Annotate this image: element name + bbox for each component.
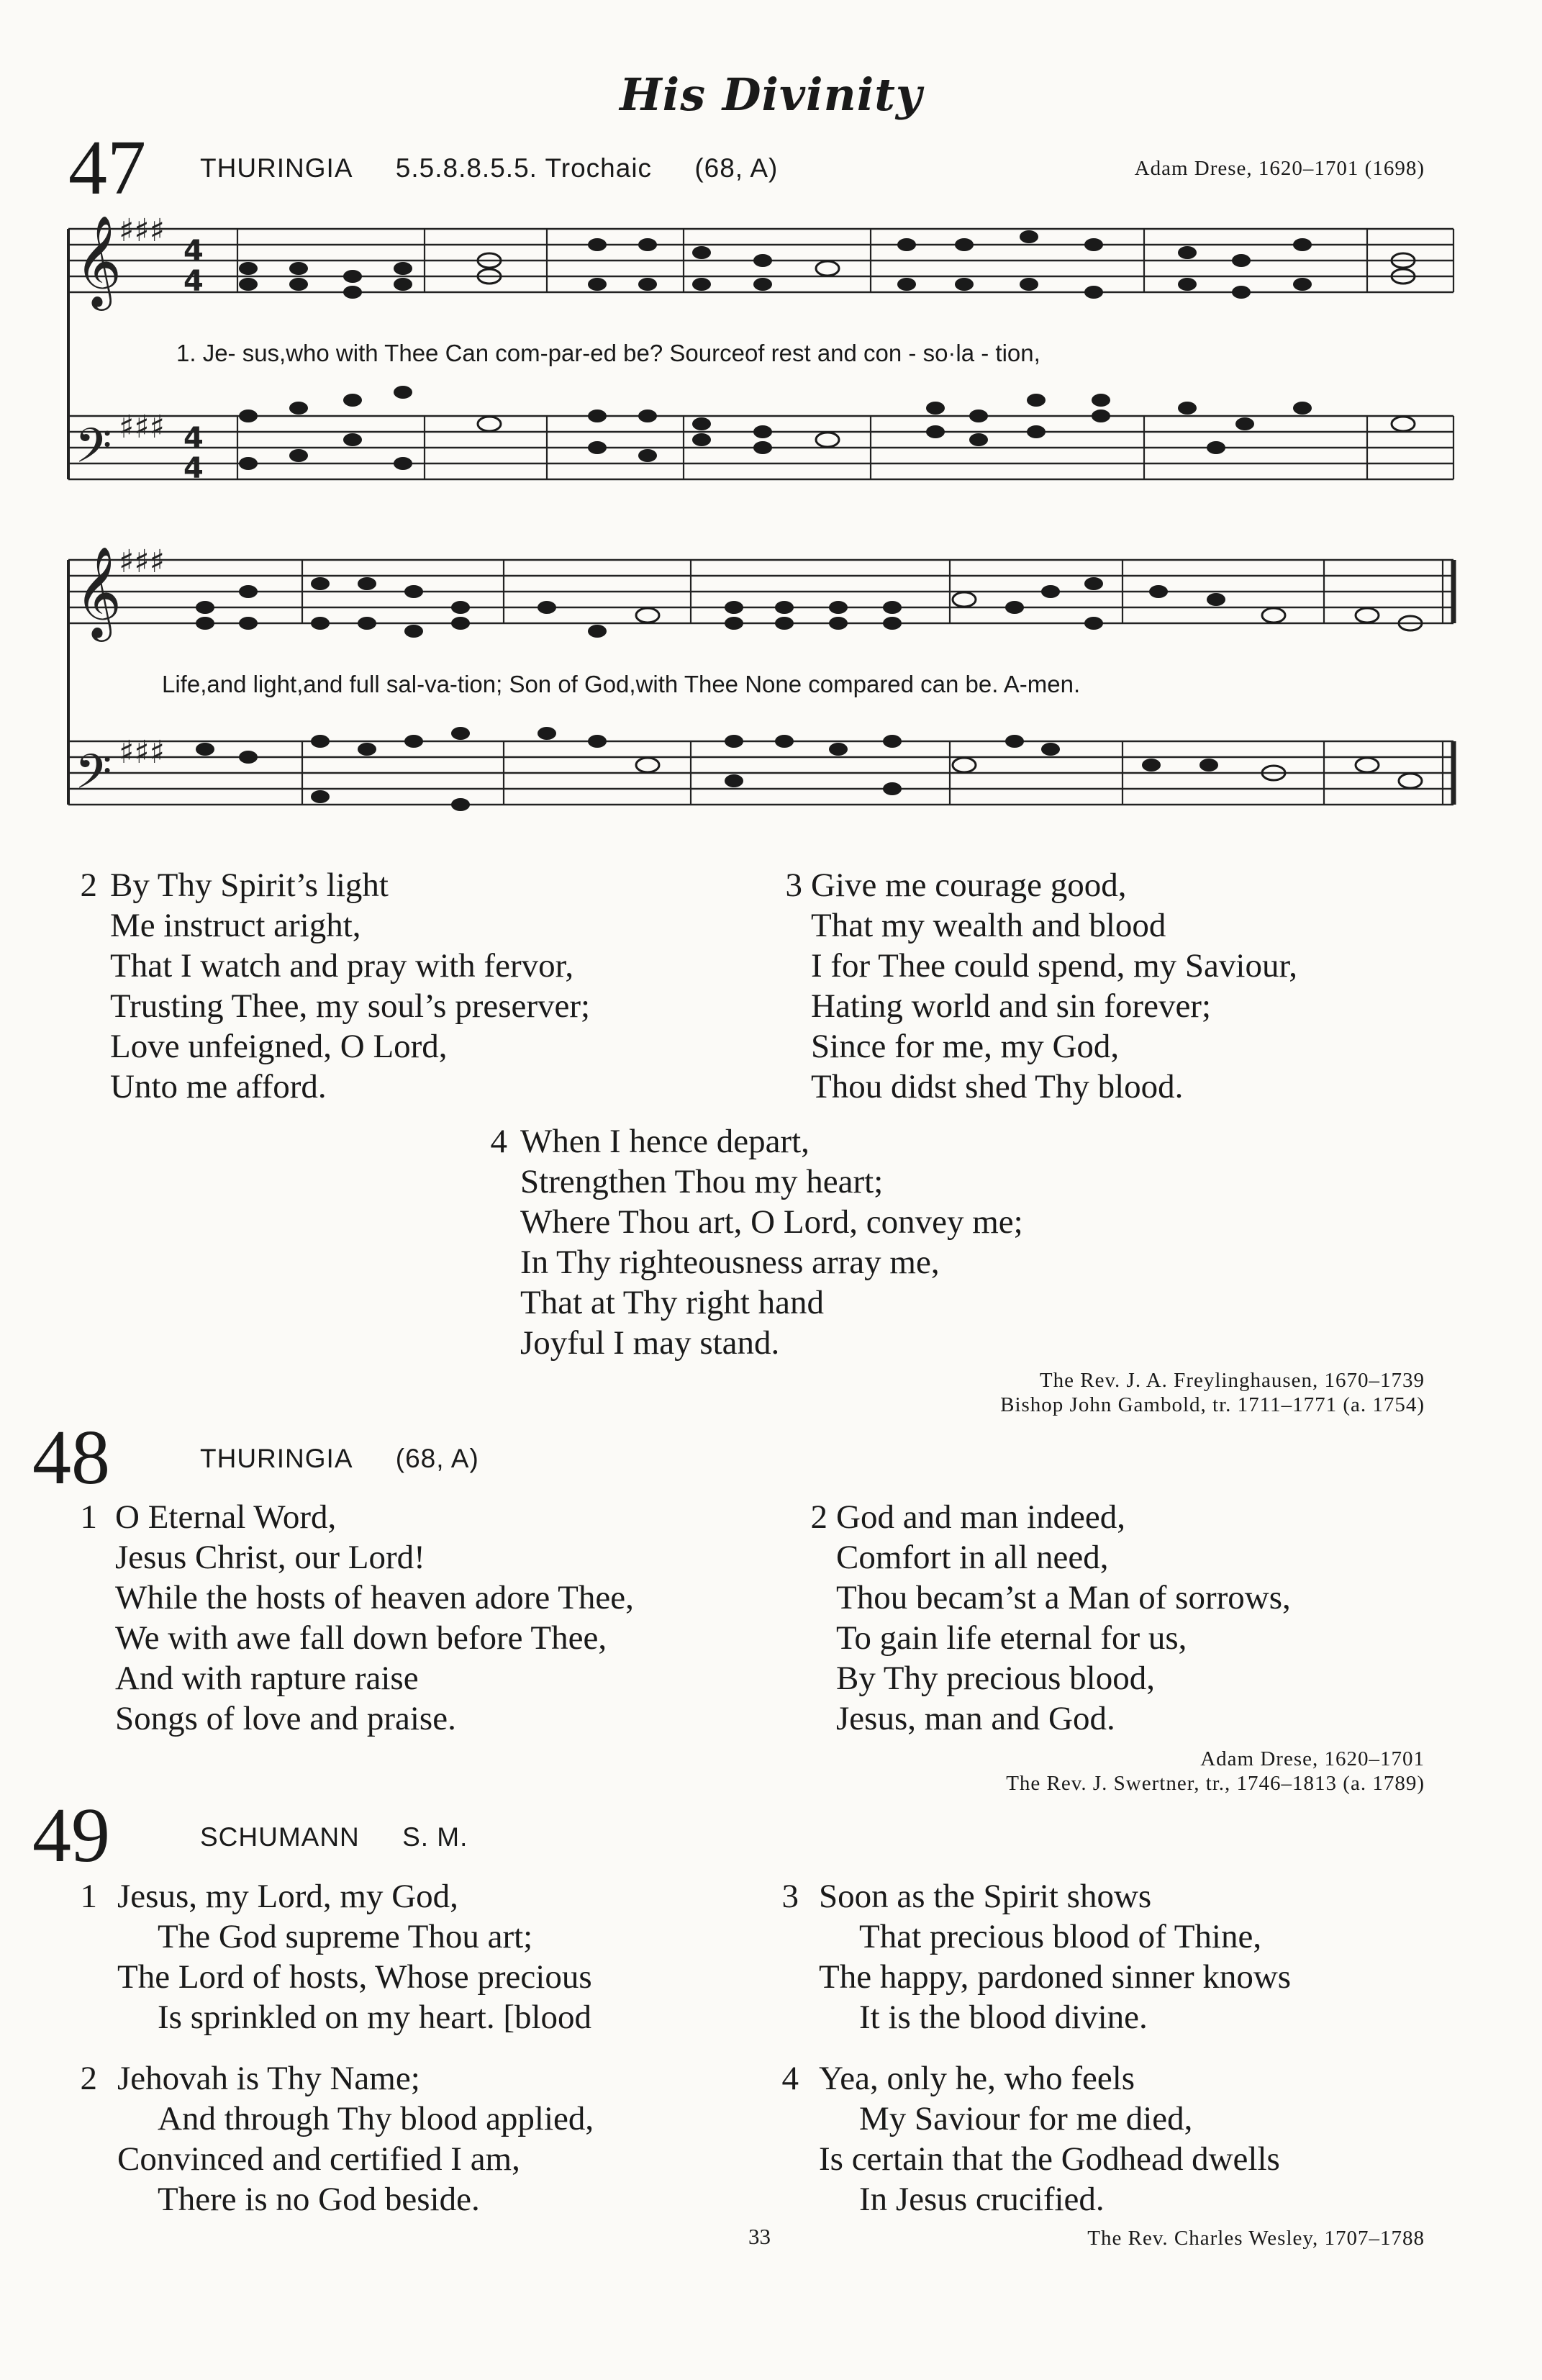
stanza-number: 1 bbox=[80, 1878, 97, 1915]
stanza-line: We with awe fall down before Thee, bbox=[115, 1619, 607, 1657]
stanza-line: By Thy precious blood, bbox=[836, 1660, 1155, 1697]
stanza-number: 2 bbox=[80, 2060, 97, 2097]
stanza-line: Me instruct aright, bbox=[110, 907, 361, 944]
stanza-number: 3 bbox=[781, 1878, 799, 1915]
stanza-line: In Jesus crucified. bbox=[859, 2181, 1105, 2218]
hymn-48-text-credit-1: Adam Drese, 1620–1701 bbox=[1200, 1747, 1425, 1770]
stanza-line: There is no God beside. bbox=[158, 2181, 480, 2218]
stanza-line: Love unfeigned, O Lord, bbox=[110, 1028, 448, 1065]
stanza-line: Yea, only he, who feels bbox=[819, 2060, 1135, 2097]
bass-clef-icon: 𝄢 bbox=[75, 418, 112, 485]
stanza-lines bbox=[110, 865, 752, 1107]
stanza-line: The Lord of hosts, Whose precious bbox=[117, 1958, 592, 1996]
stanza-lines bbox=[819, 1876, 1525, 2037]
stanza-number: 2 bbox=[810, 1498, 827, 1536]
stanza-line: The happy, pardoned sinner knows bbox=[819, 1958, 1292, 1996]
hymn-49-stanza-2 bbox=[68, 2058, 788, 2220]
stanza-line: Is certain that the Godhead dwells bbox=[819, 2140, 1280, 2178]
svg-text:4: 4 bbox=[183, 265, 204, 298]
sharp-icon: ♯♯♯ bbox=[119, 212, 165, 249]
hymn-47-text-credit-1: The Rev. J. A. Freylinghausen, 1670–1739 bbox=[1039, 1369, 1425, 1392]
hymn-48-stanza-2 bbox=[799, 1497, 1518, 1739]
svg-text:4: 4 bbox=[183, 452, 204, 485]
hymn-49-meter: S. M. bbox=[402, 1822, 468, 1852]
hymn-47-ref: (68, A) bbox=[694, 153, 779, 183]
section-title: His Divinity bbox=[620, 68, 922, 121]
stanza-line: Soon as the Spirit shows bbox=[819, 1878, 1152, 1915]
stanza-lines bbox=[520, 1121, 1198, 1363]
hymn-47-text-credit-2: Bishop John Gambold, tr. 1711–1771 (a. 1754) bbox=[1000, 1393, 1425, 1416]
hymn-47-stanza-4 bbox=[479, 1121, 1198, 1363]
svg-text:4: 4 bbox=[183, 235, 204, 268]
stanza-line: That I watch and pray with fervor, bbox=[110, 947, 574, 985]
stanza-line: Is sprinkled on my heart. [blood bbox=[158, 1999, 592, 2036]
stanza-line: Hating world and sin forever; bbox=[811, 987, 1212, 1025]
hymn-48-tune: THURINGIA bbox=[200, 1444, 353, 1473]
hymn-48-stanza-1 bbox=[68, 1497, 788, 1739]
stanza-line: To gain life eternal for us, bbox=[836, 1619, 1187, 1657]
hymn-48-text-credit-2: The Rev. J. Swertner, tr., 1746–1813 (a. 1789) bbox=[1006, 1772, 1425, 1795]
hymn-49-stanza-4 bbox=[770, 2058, 1525, 2220]
stanza-line: That my wealth and blood bbox=[811, 907, 1166, 944]
stanza-line: Jesus, my Lord, my God, bbox=[117, 1878, 458, 1915]
stanza-line: God and man indeed, bbox=[836, 1498, 1126, 1536]
treble-clef-icon: 𝄞 bbox=[75, 214, 122, 307]
hymn-49-tune: SCHUMANN bbox=[200, 1822, 360, 1852]
stanza-line: Jesus Christ, our Lord! bbox=[115, 1539, 425, 1576]
hymn-48-tune-line bbox=[200, 1444, 514, 1474]
stanza-lines bbox=[115, 1497, 788, 1739]
hymn-47-music-score bbox=[0, 0, 1542, 849]
stanza-line: Where Thou art, O Lord, convey me; bbox=[520, 1203, 1023, 1241]
stanza-line: That at Thy right hand bbox=[520, 1284, 825, 1321]
stanza-lines bbox=[811, 865, 1493, 1107]
stanza-line: Thou didst shed Thy blood. bbox=[811, 1068, 1184, 1105]
hymn-47-stanza-2 bbox=[68, 865, 752, 1107]
stanza-number: 4 bbox=[781, 2060, 799, 2097]
stanza-lines bbox=[819, 2058, 1525, 2220]
hymn-47-number: 47 bbox=[68, 125, 146, 211]
stanza-line: My Saviour for me died, bbox=[859, 2100, 1193, 2137]
stanza-line: That precious blood of Thine, bbox=[859, 1918, 1262, 1955]
noteheads-system-1-bass bbox=[239, 386, 1415, 470]
hymn-49-number: 49 bbox=[32, 1793, 110, 1878]
hymn-47-lyric-line-1: 1. Je- sus,who with Thee Can com-par-ed be? Sourceof rest and con - so·la - tion, bbox=[176, 340, 1040, 366]
sharp-icon: ♯♯♯ bbox=[119, 734, 165, 771]
stanza-line: And with rapture raise bbox=[115, 1660, 419, 1697]
stanza-line: When I hence depart, bbox=[520, 1123, 809, 1160]
bass-clef-icon: 𝄢 bbox=[75, 744, 112, 811]
sharp-icon: ♯♯♯ bbox=[119, 543, 165, 580]
hymn-47-composer: Adam Drese, 1620–1701 (1698) bbox=[1134, 157, 1425, 180]
stanza-line: Convinced and certified I am, bbox=[117, 2140, 520, 2178]
noteheads-system-2-bass bbox=[196, 727, 1422, 811]
page-number: 33 bbox=[748, 2224, 771, 2249]
stanza-number: 2 bbox=[80, 867, 97, 904]
hymn-47-meter: 5.5.8.8.5.5. Trochaic bbox=[395, 153, 653, 183]
svg-text:4: 4 bbox=[183, 422, 204, 455]
stanza-line: By Thy Spirit’s light bbox=[110, 867, 389, 904]
stanza-lines bbox=[117, 1876, 788, 2037]
stanza-line: Songs of love and praise. bbox=[115, 1700, 456, 1737]
stanza-line: Give me courage good, bbox=[811, 867, 1127, 904]
stanza-line: In Thy righteousness array me, bbox=[520, 1244, 940, 1281]
stanza-line: The God supreme Thou art; bbox=[158, 1918, 533, 1955]
hymn-49-stanza-3 bbox=[770, 1876, 1525, 2037]
stanza-line: Since for me, my God, bbox=[811, 1028, 1120, 1065]
stanza-line: Thou becam’st a Man of sorrows, bbox=[836, 1579, 1291, 1616]
hymn-49-text-credit: The Rev. Charles Wesley, 1707–1788 bbox=[1087, 2227, 1425, 2250]
stanza-line: Comfort in all need, bbox=[836, 1539, 1109, 1576]
stanza-lines bbox=[117, 2058, 788, 2220]
staff-treble-2 bbox=[68, 560, 1453, 623]
staff-bass-2 bbox=[68, 741, 1453, 805]
sharp-icon: ♯♯♯ bbox=[119, 409, 165, 445]
stanza-line: Trusting Thee, my soul’s preserver; bbox=[110, 987, 591, 1025]
hymn-47-lyric-line-2: Life,and light,and full sal-va-tion; Son of God,with Thee None compared can be. A-men. bbox=[162, 671, 1081, 697]
stanza-line: Unto me afford. bbox=[110, 1068, 327, 1105]
hymn-48-number: 48 bbox=[32, 1415, 110, 1501]
stanza-line: I for Thee could spend, my Saviour, bbox=[811, 947, 1297, 985]
stanza-line: Jesus, man and God. bbox=[836, 1700, 1115, 1737]
hymn-47-stanza-3 bbox=[774, 865, 1493, 1107]
stanza-number: 3 bbox=[785, 867, 802, 904]
stanza-line: It is the blood divine. bbox=[859, 1999, 1148, 2036]
stanza-line: Joyful I may stand. bbox=[520, 1324, 780, 1362]
hymn-49-tune-line bbox=[200, 1822, 502, 1852]
stanza-line: While the hosts of heaven adore Thee, bbox=[115, 1579, 634, 1616]
stanza-line: Strengthen Thou my heart; bbox=[520, 1163, 884, 1200]
stanza-line: O Eternal Word, bbox=[115, 1498, 337, 1536]
hymn-48-ref: (68, A) bbox=[395, 1444, 479, 1473]
hymn-47-tune: THURINGIA bbox=[200, 153, 353, 183]
treble-clef-icon: 𝄞 bbox=[75, 546, 122, 638]
stanza-number: 4 bbox=[490, 1123, 507, 1160]
stanza-number: 1 bbox=[80, 1498, 97, 1536]
hymn-49-stanza-1 bbox=[68, 1876, 788, 2037]
stanza-line: Jehovah is Thy Name; bbox=[117, 2060, 420, 2097]
stanza-lines bbox=[836, 1497, 1518, 1739]
noteheads-system-1-treble bbox=[239, 230, 1415, 299]
stanza-line: And through Thy blood applied, bbox=[158, 2100, 594, 2137]
